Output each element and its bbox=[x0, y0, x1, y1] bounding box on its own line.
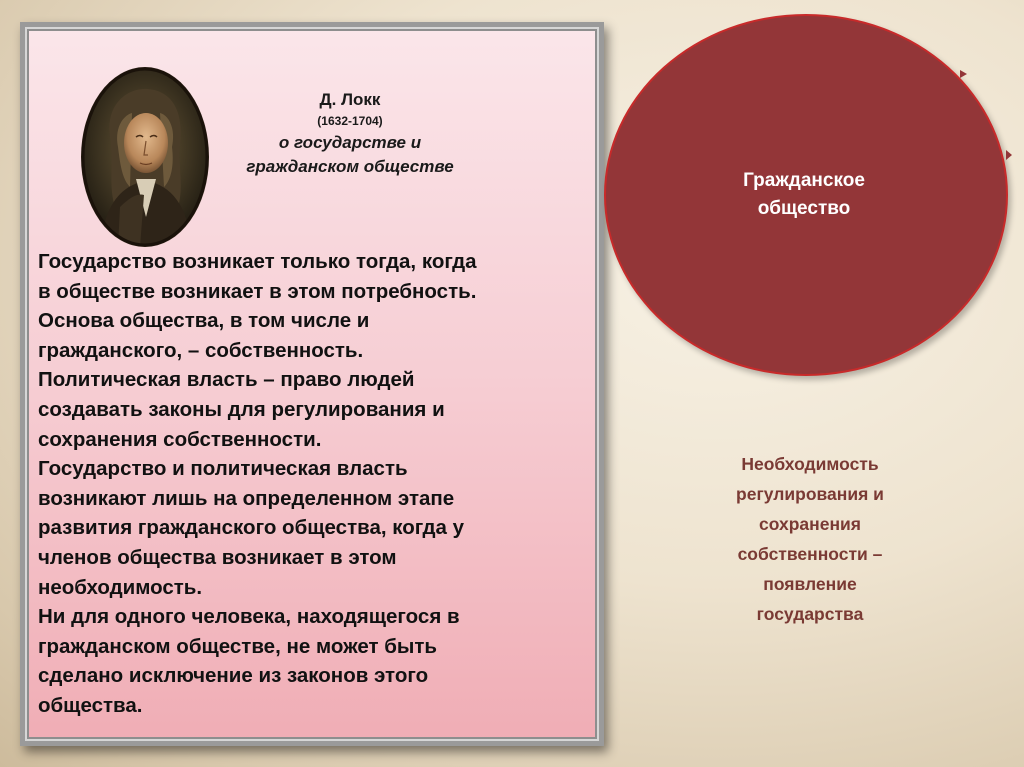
locke-portrait-image bbox=[80, 67, 210, 247]
conclusion-line: Необходимость bbox=[741, 454, 879, 474]
body-line: развития гражданского общества, когда у bbox=[38, 516, 465, 540]
card-heading bbox=[200, 89, 500, 179]
conclusion-line: регулирования и bbox=[736, 484, 884, 504]
body-line: общества. bbox=[38, 693, 143, 717]
body-line: Основа общества, в том числе и bbox=[38, 309, 370, 333]
card-subtitle-line-1: о государстве и bbox=[278, 133, 422, 152]
body-line: необходимость. bbox=[38, 575, 203, 599]
body-line: сделано исключение из законов этого bbox=[38, 664, 429, 688]
card-subtitle-line-2: гражданском обществе bbox=[246, 157, 454, 176]
civil-society-circle bbox=[604, 14, 1008, 376]
conclusion-line: появление bbox=[763, 574, 857, 594]
author-name: Д. Локк bbox=[319, 90, 381, 109]
circle-label-line-2: общество bbox=[757, 198, 851, 219]
decorative-edge-mark bbox=[960, 70, 967, 78]
conclusion-text bbox=[660, 449, 960, 629]
body-line: Государство возникает только тогда, когда bbox=[38, 250, 477, 273]
author-years: (1632-1704) bbox=[317, 114, 383, 128]
conclusion-line: собственности – bbox=[737, 544, 883, 564]
circle-label-line-1: Гражданское bbox=[743, 170, 865, 191]
body-line: сохранения собственности. bbox=[38, 427, 322, 451]
decorative-edge-mark bbox=[1006, 150, 1012, 160]
locke-quote-card bbox=[20, 22, 604, 746]
body-line: гражданском обществе, не может быть bbox=[38, 634, 438, 658]
circle-label bbox=[604, 167, 1004, 223]
body-line: создавать законы для регулирования и bbox=[38, 397, 445, 421]
body-line: Ни для одного человека, находящегося в bbox=[38, 605, 460, 629]
body-line: в обществе возникает в этом потребность. bbox=[38, 279, 477, 303]
conclusion-line: сохранения bbox=[759, 514, 861, 534]
body-line: возникают лишь на определенном этапе bbox=[38, 486, 455, 510]
body-line: Государство и политическая власть bbox=[38, 457, 408, 481]
conclusion-line: государства bbox=[756, 604, 864, 624]
body-line: гражданского, – собственность. bbox=[38, 338, 364, 362]
body-line: членов общества возникает в этом bbox=[38, 545, 397, 569]
card-body-text bbox=[38, 247, 598, 721]
body-line: Политическая власть – право людей bbox=[38, 368, 415, 392]
